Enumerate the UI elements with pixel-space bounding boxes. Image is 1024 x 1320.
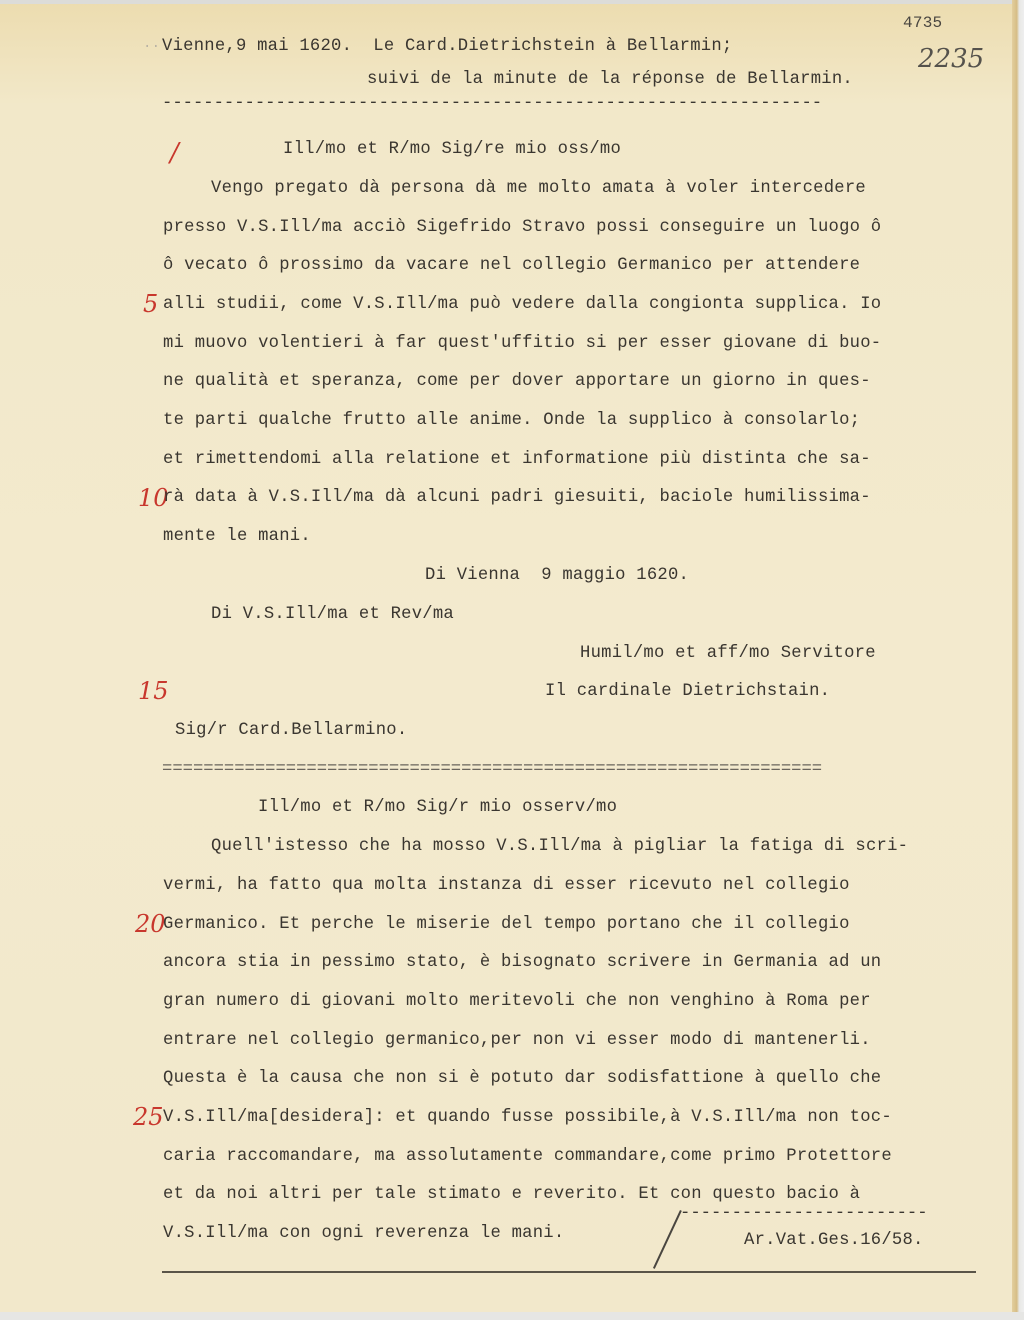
scan-bottom-edge bbox=[0, 1312, 1024, 1320]
letter2-line: ancora stia in pessimo stato, è bisognato scrivere in Germania ad un bbox=[163, 953, 882, 972]
letter1-line: presso V.S.Ill/ma acciò Sigefrido Stravo possi conseguire un luogo ô bbox=[163, 218, 882, 237]
header-title-line1: Vienne,9 mai 1620. Le Card.Dietrichstein à Bellarmin; bbox=[162, 37, 733, 56]
margin-line-number-25: 25 bbox=[133, 1103, 164, 1131]
letter1-line: ô vecato ô prossimo da vacare nel collegio Germanico per attendere bbox=[163, 256, 861, 275]
double-rule-separator: ================================================================ bbox=[162, 760, 823, 779]
letter1-line: rà data à V.S.Ill/ma dà alcuni padri giesuiti, baciole humilissima- bbox=[163, 488, 871, 507]
letter1-line: mente le mani. bbox=[163, 527, 311, 546]
archive-number: 4735 bbox=[903, 14, 943, 32]
scan-right-edge bbox=[1012, 0, 1024, 1320]
margin-line-number-10: 10 bbox=[138, 484, 169, 512]
archive-reference: Ar.Vat.Ges.16/58. bbox=[744, 1231, 924, 1250]
margin-line-number-5: 5 bbox=[143, 290, 159, 318]
faint-mark: ·· bbox=[143, 39, 161, 55]
margin-line-number-20: 20 bbox=[135, 910, 166, 938]
letter2-line: V.S.Ill/ma[desidera]: et quando fusse possibile,à V.S.Ill/ma non toc- bbox=[163, 1108, 892, 1127]
letter1-addressee: Sig/r Card.Bellarmino. bbox=[175, 721, 408, 740]
letter1-line: alli studii, come V.S.Ill/ma può vedere dalla congionta supplica. Io bbox=[163, 295, 882, 314]
letter1-line: ne qualità et speranza, come per dover apportare un giorno in ques- bbox=[163, 372, 871, 391]
letter2-line: V.S.Ill/ma con ogni reverenza le mani. bbox=[163, 1224, 565, 1243]
letter2-line: Questa è la causa che non si è potuto dar sodisfattione à quello che bbox=[163, 1069, 882, 1088]
letter2-line: et da noi altri per tale stimato e reverito. Et con questo bacio à bbox=[163, 1185, 861, 1204]
letter2-line: entrare nel collegio germanico,per non vi esser modo di mantenerli. bbox=[163, 1031, 871, 1050]
margin-mark-1: / bbox=[170, 138, 179, 168]
letter1-line: mi muovo volentieri à far quest'uffitio si per esser giovane di buo- bbox=[163, 334, 882, 353]
letter1-dateline: Di Vienna 9 maggio 1620. bbox=[425, 566, 690, 585]
bottom-rule bbox=[162, 1271, 976, 1273]
header-title-line2: suivi de la minute de la réponse de Bellarmin. bbox=[367, 70, 853, 89]
letter2-line: caria raccomandare, ma assolutamente commandare,come primo Protettore bbox=[163, 1147, 892, 1166]
letter1-line: Vengo pregato dà persona dà me molto amata à voler intercedere bbox=[211, 179, 866, 198]
letter1-line: te parti qualche frutto alle anime. Onde la supplico à consolarlo; bbox=[163, 411, 861, 430]
header-dashed-rule: ---------------------------------------------------------------- bbox=[162, 94, 823, 113]
letter1-closing: Di V.S.Ill/ma et Rev/ma bbox=[211, 605, 454, 624]
letter1-line: et rimettendomi alla relatione et informatione più distinta che sa- bbox=[163, 450, 871, 469]
letter2-line: gran numero di giovani molto meritevoli che non venghino à Roma per bbox=[163, 992, 871, 1011]
letter2-line: vermi, ha fatto qua molta instanza di esser ricevuto nel collegio bbox=[163, 876, 850, 895]
letter2-line: Quell'istesso che ha mosso V.S.Ill/ma à pigliar la fatiga di scri- bbox=[211, 837, 909, 856]
scan-top-edge bbox=[0, 0, 1024, 4]
letter1-signoff: Humil/mo et aff/mo Servitore bbox=[580, 644, 876, 663]
letter1-signature: Il cardinale Dietrichstain. bbox=[545, 682, 831, 701]
letter1-salutation: Ill/mo et R/mo Sig/re mio oss/mo bbox=[283, 140, 622, 159]
letter2-salutation: Ill/mo et R/mo Sig/r mio osserv/mo bbox=[258, 798, 618, 817]
margin-line-number-15: 15 bbox=[138, 677, 169, 705]
handwritten-page-number: 2235 bbox=[918, 44, 985, 74]
reference-dashed-rule: ------------------------ bbox=[680, 1204, 928, 1223]
letter2-line: Germanico. Et perche le miserie del tempo portano che il collegio bbox=[163, 915, 850, 934]
